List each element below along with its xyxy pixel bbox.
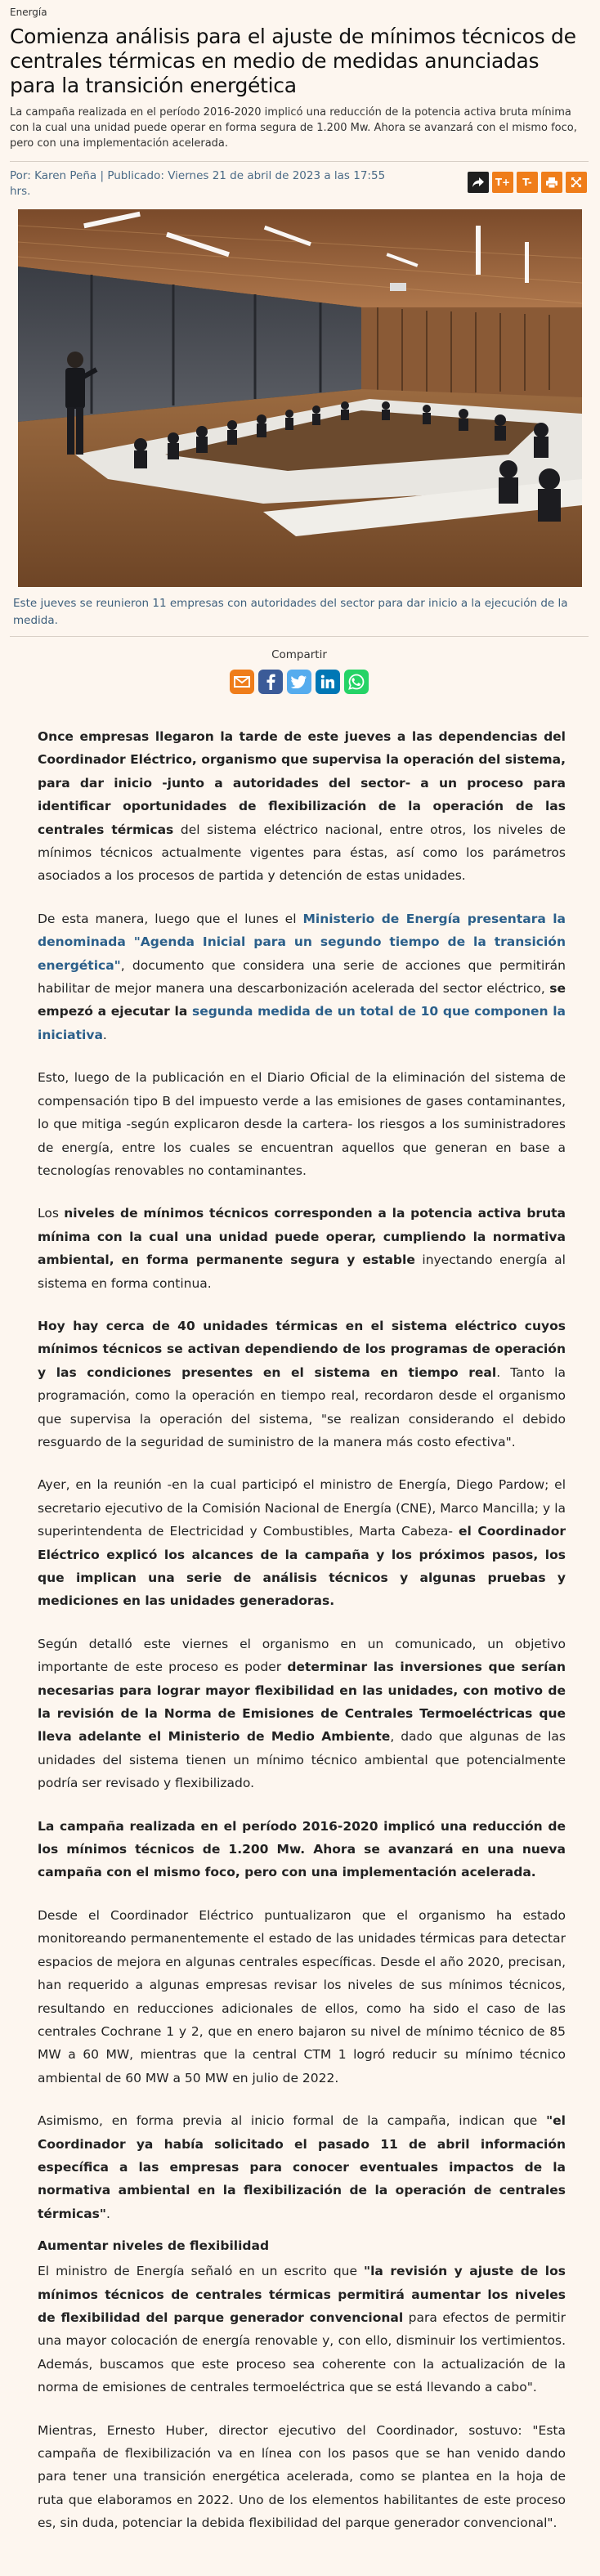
share-arrow-icon: [472, 177, 485, 188]
body-text: .: [105, 2206, 110, 2221]
bold-text: niveles de mínimos técnicos corresponden a la potencia activa bruta mínima con la cual una unidad puede operar, cumpliendo la normativa ambiental, en forma permanente segura y estable: [38, 1206, 566, 1268]
meeting-room-illustration: [18, 209, 582, 587]
whatsapp-share-button[interactable]: [344, 670, 369, 694]
twitter-icon: [291, 675, 307, 688]
body-paragraph: [38, 725, 566, 888]
article-lead: La campaña realizada en el período 2016-2020 implicó una reducción de la potencia activa bruta mínima con la cual una unidad puede operar en forma segura de 1.200 Mw. Ahora se avanzará con el mismo foco, pero con una implementación acelerada.: [10, 106, 577, 150]
body-text: .: [102, 1027, 107, 1042]
bold-text: se empezó a ejecutar la: [38, 981, 566, 1019]
share-label: Compartir: [271, 648, 327, 661]
byline-separator: |: [96, 169, 108, 182]
bold-text: Once empresas llegaron la tarde de este jueves a las dependencias del Coordinador Eléctrico, organismo que supervisa la operación del sistema, para dar inicio -junto a autoridades del sector- a un proceso para identificar oportunidades de flexibilización de la operación de las centrales térmicas: [38, 729, 566, 837]
agenda-link[interactable]: Ministerio de Energía presentara la denominada "Agenda Inicial para un segundo tiempo de la transición energética": [38, 911, 566, 973]
fullscreen-button[interactable]: [566, 172, 587, 193]
bold-text: "la revisión y ajuste de los mínimos técnicos de centrales térmicas permitirá aumentar los niveles de flexibilidad del parque generador convencional: [38, 2264, 566, 2325]
whatsapp-icon: [348, 674, 365, 690]
body-text: De esta manera, luego que el lunes el: [38, 911, 303, 926]
article-tools: [468, 172, 587, 193]
email-share-button[interactable]: [230, 670, 254, 694]
article-photo: [18, 209, 582, 587]
byline: [10, 168, 402, 199]
author-link[interactable]: Karen Peña: [34, 169, 97, 182]
body-paragraph: [38, 1473, 566, 1612]
section-label[interactable]: Energía: [10, 7, 47, 18]
bold-text: el Coordinador Eléctrico explicó los alcances de la campaña y los próximos pasos, los que implican una serie de análisis técnicos y algunas pruebas y mediciones en las unidades generadoras.: [38, 1524, 566, 1609]
email-icon: [234, 676, 250, 688]
body-text: Asimismo, en forma previa al inicio formal de la campaña, indican que: [38, 2113, 547, 2129]
author-prefix: Por:: [10, 169, 35, 182]
body-text: inyectando energía al sistema en forma continua.: [38, 1252, 566, 1291]
body-paragraph: Mientras, Ernesto Huber, director ejecutivo del Coordinador, sostuvo: "Esta campaña de flexibilización va en línea con los pasos que se han venido dando para tener una transición energética acelerada, como se plantea en la hoja de ruta que elaboramos en 2022. Uno de los elementos habilitantes de este proceso es, sin duda, potenciar la debida flexibilidad del parque generador convencional".: [38, 2422, 566, 2531]
decrease-font-button[interactable]: T-: [517, 172, 538, 193]
body-text: Los: [38, 1206, 65, 1221]
second-measure-link[interactable]: segunda medida de un total de 10 que componen la iniciativa: [38, 1004, 566, 1042]
bold-text: determinar las inversiones que serían necesarias para lograr mayor flexibilidad en las unidades, con motivo de la revisión de la Norma de Emisiones de Centrales Termoeléctricas que lleva adelante el Ministerio de Medio Ambiente: [38, 1660, 566, 1745]
body-text: , documento que considera una serie de acciones que permitirán habilitar de mejor manera una descarbonización acelerada del sector eléctrico,: [38, 957, 566, 997]
photo-caption: Este jueves se reunieron 11 empresas con autoridades del sector para dar inicio a la ejecución de la medida.: [13, 597, 568, 627]
facebook-icon: [266, 674, 275, 690]
article-body: [10, 725, 589, 2535]
social-share-buttons: [10, 670, 589, 694]
print-icon: [545, 177, 558, 189]
bold-text: La campaña realizada en el período 2016-2020 implicó una reducción de los mínimos técnicos de 1.200 Mw. Ahora se avanzará en una nueva campaña con el mismo foco, pero con una implementación acelerada.: [38, 1818, 566, 1880]
body-paragraph: [38, 2109, 566, 2225]
increase-font-button[interactable]: T+: [492, 172, 513, 193]
body-text: , dado que algunas de las unidades del sistema tienen un mínimo técnico ambiental que potencialmente podría ser revisado y flexibilizado.: [38, 1729, 566, 1791]
body-paragraph: Desde el Coordinador Eléctrico puntualizaron que el organismo ha estado monitoreando permanentemente el estado de las unidades térmicas para detectar espacios de mejora en algunas centrales específicas. Desde el año 2020, precisan, han requerido a algunas empresas revisar los niveles de sus mínimos técnicos, resultando en reducciones adicionales de ellos, como ha sido el caso de las centrales Cochrane 1 y 2, que en enero bajaron su nivel de mínimo técnico de 85 MW a 60 MW, mientras que la central CTM 1 logró reducir su mínimo técnico ambiental de 60 MW a 50 MW en julio de 2022.: [38, 1907, 566, 2085]
print-button[interactable]: [541, 172, 562, 193]
publish-date: Publicado: Viernes 21 de abril de 2023 a las 17:55 hrs.: [10, 169, 386, 198]
body-text: para efectos de permitir una mayor colocación de energía renovable y, con ello, disminuir los vertimientos. Además, buscamos que este proceso sea coherente con la actualización de la norma de emisiones de centrales termoeléctrica que se está llevando a cabo".: [38, 2309, 566, 2395]
body-text: del sistema eléctrico nacional, entre otros, los niveles de mínimos técnicos actualmente vigentes para éstas, así como los parámetros asociados a los procesos de partida y detención de estas unidades.: [38, 822, 566, 884]
linkedin-share-button[interactable]: [316, 670, 340, 694]
article-title: Comienza análisis para el ajuste de mínimos técnicos de centrales térmicas en medio de medidas anunciadas para la transición energética: [10, 25, 576, 97]
body-text: El ministro de Energía señaló en un escrito que: [38, 2264, 365, 2279]
body-paragraph: [38, 1633, 566, 1795]
bold-text: Hoy hay cerca de 40 unidades térmicas en el sistema eléctrico cuyos mínimos técnicos se activan dependiendo de los programas de operación y las condiciones presentes en el sistema en tiempo real: [38, 1318, 566, 1380]
body-text: Según detalló este viernes el organismo en un comunicado, un objetivo importante de este proceso es poder: [38, 1636, 566, 1675]
meta-row: [10, 162, 589, 209]
facebook-share-button[interactable]: [258, 670, 283, 694]
linkedin-icon: [320, 674, 335, 689]
body-text: . Tanto la programación, como la operación en tiempo real, recordaron desde el organismo que supervisa la operación del sistema, "se realizan considerando el debido resguardo de la seguridad de suministro de la manera más costo efectiva".: [38, 1364, 566, 1449]
body-paragraph: [38, 907, 566, 1046]
body-paragraph: [38, 2260, 566, 2399]
body-paragraph: Esto, luego de la publicación en el Diario Oficial de la eliminación del sistema de compensación tipo B del impuesto verde a las emisiones de gases contaminantes, lo que mitiga -según explicaron desde la cartera- los riesgos a los suministradores de energía, entre los cuales se encuentran aquellos que generan en base a tecnologías renovables no contaminantes.: [38, 1070, 566, 1178]
divider: [10, 636, 589, 637]
twitter-share-button[interactable]: [287, 670, 311, 694]
subheading: Aumentar niveles de flexibilidad: [38, 2238, 270, 2254]
body-paragraph: [38, 1815, 566, 1884]
share-button[interactable]: [468, 172, 489, 193]
body-paragraph: [38, 1202, 566, 1295]
body-paragraph: [38, 1315, 566, 1454]
expand-icon: [571, 177, 582, 188]
body-text: Ayer, en la reunión -en la cual participó el ministro de Energía, Diego Pardow; el secretario ejecutivo de la Comisión Nacional de Energía (CNE), Marco Mancilla; y la superintendenta de Electricidad y Combustibles, Marta Cabeza-: [38, 1477, 566, 1539]
bold-text: "el Coordinador ya había solicitado el pasado 11 de abril información específica a las empresas para conocer eventuales impactos de la normativa ambiental en la flexibilización de la operación de centrales térmicas": [38, 2113, 566, 2221]
